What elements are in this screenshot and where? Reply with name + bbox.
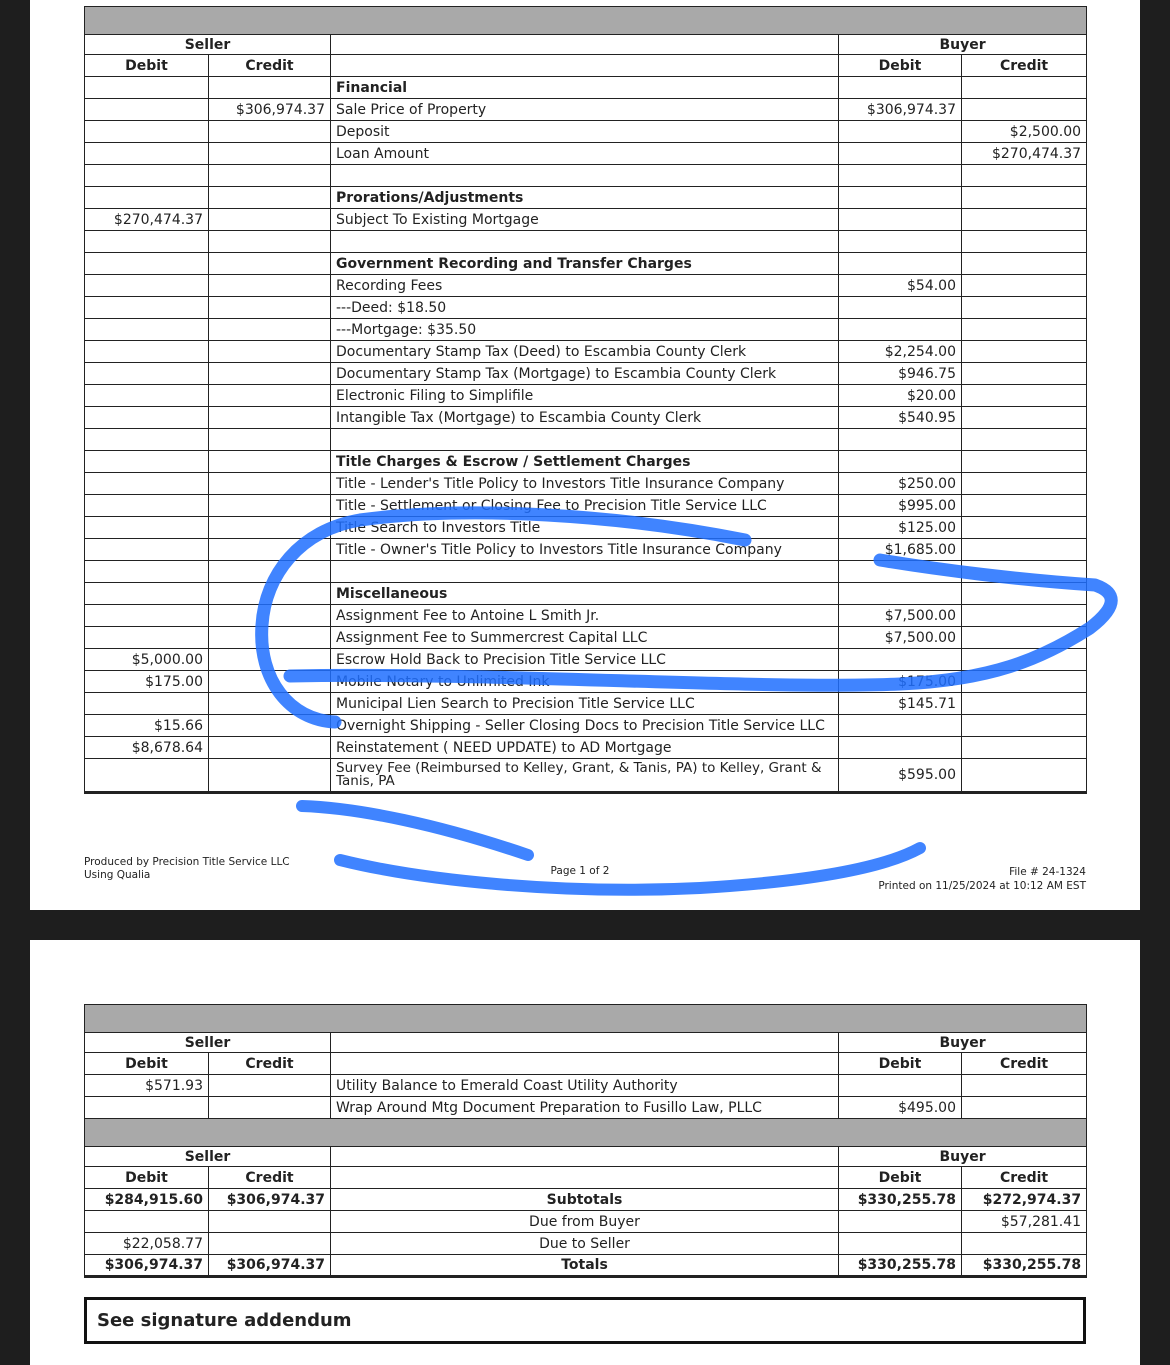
header-band [85,7,1087,35]
table-row [85,385,1087,407]
description-cell: Survey Fee (Reimbursed to Kelley, Grant, & Tanis, PA) to Kelley, Grant & Tanis, PA [331,759,839,793]
seller-credit-cell [209,363,331,385]
seller-credit-cell [209,1075,331,1097]
seller-credit-cell [209,341,331,363]
seller-header: Seller [85,35,331,55]
buyer-debit-cell: $1,685.00 [839,539,962,561]
table-row [85,561,1087,583]
buyer-debit-cell [839,165,962,187]
seller-debit-cell [85,495,209,517]
seller-debit-header: Debit [85,1053,209,1075]
buyer-debit-cell: $946.75 [839,363,962,385]
seller-debit-cell [85,143,209,165]
seller-credit-cell [209,385,331,407]
statement-page-1 [30,0,1140,910]
table-row [85,1255,1087,1277]
description-cell: Miscellaneous [331,583,839,605]
buyer-debit-cell [839,187,962,209]
seller-credit-cell: $306,974.37 [209,99,331,121]
buyer-credit-cell [962,539,1087,561]
table-row [85,77,1087,99]
description-cell: Title - Lender's Title Policy to Investors Title Insurance Company [331,473,839,495]
description-cell: Intangible Tax (Mortgage) to Escambia County Clerk [331,407,839,429]
description-cell: Title - Owner's Title Policy to Investors Title Insurance Company [331,539,839,561]
buyer-credit-cell [962,737,1087,759]
seller-debit-cell [85,1211,209,1233]
table-row [85,715,1087,737]
buyer-credit-cell [962,517,1087,539]
seller-debit-cell [85,121,209,143]
seller-debit-cell [85,407,209,429]
buyer-credit-cell [962,429,1087,451]
table-row [85,1211,1087,1233]
buyer-debit-cell [839,77,962,99]
seller-credit-cell [209,407,331,429]
buyer-credit-cell [962,1097,1087,1119]
description-cell: Financial [331,77,839,99]
table-row [85,319,1087,341]
description-cell [331,429,839,451]
seller-debit-cell [85,1097,209,1119]
buyer-debit-cell: $995.00 [839,495,962,517]
table-row [85,539,1087,561]
seller-credit-cell [209,429,331,451]
table-row [85,583,1087,605]
settlement-table-page-2 [84,1004,1087,1278]
seller-debit-header: Debit [85,55,209,77]
table-row [85,1097,1087,1119]
seller-credit-cell [209,121,331,143]
buyer-credit-cell [962,319,1087,341]
buyer-credit-cell [962,407,1087,429]
buyer-debit-cell [839,253,962,275]
party-header-row [85,35,1087,55]
totals-header-band [85,1119,1087,1147]
seller-credit-cell [209,671,331,693]
column-header-row [85,55,1087,77]
seller-debit-cell [85,605,209,627]
seller-credit-cell [209,495,331,517]
buyer-debit-cell [839,319,962,341]
buyer-debit-cell [839,429,962,451]
page-number: Page 1 of 2 [550,865,610,877]
buyer-credit-cell [962,715,1087,737]
totals-column-header-row [85,1167,1087,1189]
buyer-credit-cell [962,495,1087,517]
description-cell: Title Search to Investors Title [331,517,839,539]
totals-buyer-debit-header: Debit [839,1167,962,1189]
buyer-credit-cell [962,473,1087,495]
buyer-debit-cell: $7,500.00 [839,627,962,649]
buyer-debit-cell: $250.00 [839,473,962,495]
buyer-debit-header: Debit [839,55,962,77]
buyer-debit-cell: $125.00 [839,517,962,539]
table-row [85,165,1087,187]
seller-debit-cell [85,429,209,451]
table-row [85,517,1087,539]
signature-addendum-box: See signature addendum [84,1297,1086,1344]
description-cell: ---Mortgage: $35.50 [331,319,839,341]
buyer-credit-cell [962,209,1087,231]
table-row [85,341,1087,363]
seller-credit-cell [209,1233,331,1255]
seller-credit-cell [209,715,331,737]
description-cell: Escrow Hold Back to Precision Title Service LLC [331,649,839,671]
seller-credit-cell [209,1211,331,1233]
table-row [85,253,1087,275]
description-cell: Assignment Fee to Antoine L Smith Jr. [331,605,839,627]
buyer-credit-cell [962,165,1087,187]
seller-debit-cell [85,473,209,495]
buyer-debit-cell [839,1233,962,1255]
seller-header: Seller [85,1033,331,1053]
seller-debit-cell [85,561,209,583]
buyer-debit-cell: $145.71 [839,693,962,715]
seller-credit-cell [209,517,331,539]
description-cell: Electronic Filing to Simplifile [331,385,839,407]
description-cell: Utility Balance to Emerald Coast Utility Authority [331,1075,839,1097]
seller-debit-cell [85,99,209,121]
table-row [85,605,1087,627]
seller-credit-cell [209,649,331,671]
seller-debit-cell: $284,915.60 [85,1189,209,1211]
table-row [85,143,1087,165]
seller-debit-cell [85,319,209,341]
seller-credit-cell [209,583,331,605]
seller-credit-cell: $306,974.37 [209,1189,331,1211]
buyer-debit-cell: $7,500.00 [839,605,962,627]
buyer-debit-cell [839,1075,962,1097]
buyer-credit-cell [962,693,1087,715]
seller-debit-cell [85,385,209,407]
buyer-debit-cell: $595.00 [839,759,962,793]
seller-credit-cell [209,297,331,319]
footer-producer [84,856,290,882]
table-row [85,649,1087,671]
description-cell [331,231,839,253]
table-row [85,473,1087,495]
buyer-credit-cell [962,297,1087,319]
seller-credit-cell [209,473,331,495]
header-band [85,1005,1087,1033]
buyer-credit-cell [962,341,1087,363]
seller-debit-cell [85,187,209,209]
table-row [85,99,1087,121]
produced-by-text: Produced by Precision Title Service LLC [84,856,290,868]
description-cell: Due from Buyer [331,1211,839,1233]
totals-buyer-credit-header: Credit [962,1167,1087,1189]
seller-credit-cell [209,77,331,99]
table-row [85,693,1087,715]
table-row [85,429,1087,451]
seller-debit-cell [85,627,209,649]
buyer-debit-cell [839,649,962,671]
seller-debit-cell [85,231,209,253]
buyer-debit-cell: $330,255.78 [839,1255,962,1277]
description-cell: Totals [331,1255,839,1277]
seller-credit-cell [209,539,331,561]
seller-debit-cell: $571.93 [85,1075,209,1097]
description-cell: Prorations/Adjustments [331,187,839,209]
totals-seller-header: Seller [85,1147,331,1167]
table-row [85,451,1087,473]
description-cell: Loan Amount [331,143,839,165]
buyer-debit-cell: $540.95 [839,407,962,429]
description-cell: Title - Settlement or Closing Fee to Precision Title Service LLC [331,495,839,517]
description-cell: Overnight Shipping - Seller Closing Docs to Precision Title Service LLC [331,715,839,737]
totals-party-header-row [85,1147,1087,1167]
buyer-header: Buyer [839,35,1087,55]
statement-page-2 [30,940,1140,1365]
buyer-debit-cell [839,121,962,143]
seller-debit-cell: $22,058.77 [85,1233,209,1255]
buyer-debit-cell [839,1211,962,1233]
buyer-credit-cell [962,77,1087,99]
buyer-debit-cell [839,561,962,583]
buyer-credit-cell [962,187,1087,209]
table-row [85,363,1087,385]
totals-seller-debit-header: Debit [85,1167,209,1189]
seller-debit-cell [85,693,209,715]
buyer-debit-cell [839,297,962,319]
buyer-credit-cell [962,1233,1087,1255]
table-row [85,297,1087,319]
seller-credit-cell [209,231,331,253]
buyer-credit-cell [962,275,1087,297]
description-cell: Municipal Lien Search to Precision Title Service LLC [331,693,839,715]
buyer-debit-cell: $54.00 [839,275,962,297]
description-cell: Due to Seller [331,1233,839,1255]
seller-debit-cell: $15.66 [85,715,209,737]
buyer-debit-cell: $175.00 [839,671,962,693]
footer-file-info [878,865,1086,893]
table-row [85,407,1087,429]
description-cell: Subject To Existing Mortgage [331,209,839,231]
description-cell: Government Recording and Transfer Charges [331,253,839,275]
seller-credit-cell [209,1097,331,1119]
buyer-credit-cell [962,231,1087,253]
buyer-credit-cell [962,253,1087,275]
buyer-debit-cell: $495.00 [839,1097,962,1119]
description-cell: Assignment Fee to Summercrest Capital LLC [331,627,839,649]
seller-debit-cell [85,517,209,539]
seller-credit-header: Credit [209,55,331,77]
buyer-debit-cell [839,715,962,737]
description-cell: Title Charges & Escrow / Settlement Charges [331,451,839,473]
buyer-credit-cell: $2,500.00 [962,121,1087,143]
description-cell: Recording Fees [331,275,839,297]
seller-credit-cell [209,561,331,583]
buyer-debit-cell [839,209,962,231]
description-cell: Mobile Notary to Unlimited Ink [331,671,839,693]
seller-credit-header: Credit [209,1053,331,1075]
seller-debit-cell [85,363,209,385]
buyer-debit-cell: $330,255.78 [839,1189,962,1211]
seller-credit-cell [209,605,331,627]
table-row [85,231,1087,253]
seller-credit-cell [209,759,331,793]
seller-debit-cell [85,583,209,605]
seller-credit-cell [209,737,331,759]
description-cell [331,165,839,187]
table-row [85,209,1087,231]
seller-debit-cell [85,275,209,297]
table-row [85,759,1087,793]
party-header-row [85,1033,1087,1053]
buyer-credit-cell [962,759,1087,793]
seller-credit-cell [209,451,331,473]
buyer-credit-cell [962,1075,1087,1097]
buyer-credit-cell: $57,281.41 [962,1211,1087,1233]
buyer-debit-cell [839,451,962,473]
table-row [85,495,1087,517]
seller-debit-cell: $175.00 [85,671,209,693]
table-row [85,627,1087,649]
seller-credit-cell [209,319,331,341]
buyer-credit-header: Credit [962,55,1087,77]
buyer-credit-cell [962,649,1087,671]
seller-debit-cell [85,759,209,793]
table-row [85,671,1087,693]
table-row [85,1075,1087,1097]
buyer-credit-cell [962,605,1087,627]
buyer-debit-cell: $2,254.00 [839,341,962,363]
buyer-credit-cell: $270,474.37 [962,143,1087,165]
seller-debit-cell [85,253,209,275]
buyer-debit-cell: $20.00 [839,385,962,407]
table-row [85,121,1087,143]
buyer-debit-header: Debit [839,1053,962,1075]
seller-credit-cell [209,209,331,231]
buyer-credit-cell: $330,255.78 [962,1255,1087,1277]
description-cell: ---Deed: $18.50 [331,297,839,319]
description-cell: Reinstatement ( NEED UPDATE) to AD Mortgage [331,737,839,759]
buyer-debit-cell [839,737,962,759]
buyer-debit-cell [839,231,962,253]
buyer-header: Buyer [839,1033,1087,1053]
buyer-credit-header: Credit [962,1053,1087,1075]
seller-credit-cell [209,165,331,187]
buyer-credit-cell [962,99,1087,121]
description-cell: Documentary Stamp Tax (Mortgage) to Escambia County Clerk [331,363,839,385]
buyer-credit-cell [962,671,1087,693]
seller-debit-cell: $306,974.37 [85,1255,209,1277]
seller-credit-cell: $306,974.37 [209,1255,331,1277]
buyer-credit-cell: $272,974.37 [962,1189,1087,1211]
buyer-credit-cell [962,583,1087,605]
seller-debit-cell: $8,678.64 [85,737,209,759]
seller-debit-cell [85,77,209,99]
seller-debit-cell: $5,000.00 [85,649,209,671]
seller-credit-cell [209,275,331,297]
seller-credit-cell [209,253,331,275]
table-row [85,1233,1087,1255]
buyer-credit-cell [962,451,1087,473]
column-header-row [85,1053,1087,1075]
description-cell: Deposit [331,121,839,143]
table-row [85,187,1087,209]
buyer-credit-cell [962,561,1087,583]
buyer-debit-cell [839,143,962,165]
table-row [85,737,1087,759]
totals-buyer-header: Buyer [839,1147,1087,1167]
seller-credit-cell [209,627,331,649]
table-row [85,275,1087,297]
using-qualia-text: Using Qualia [84,869,151,881]
description-cell [331,561,839,583]
settlement-table-page-1 [84,6,1087,794]
printed-timestamp: Printed on 11/25/2024 at 10:12 AM EST [878,880,1086,892]
seller-debit-cell: $270,474.37 [85,209,209,231]
description-cell: Documentary Stamp Tax (Deed) to Escambia County Clerk [331,341,839,363]
file-number: File # 24-1324 [1009,866,1086,878]
seller-debit-cell [85,341,209,363]
seller-debit-cell [85,297,209,319]
buyer-credit-cell [962,385,1087,407]
description-cell: Sale Price of Property [331,99,839,121]
buyer-debit-cell: $306,974.37 [839,99,962,121]
seller-credit-cell [209,143,331,165]
buyer-credit-cell [962,363,1087,385]
seller-credit-cell [209,693,331,715]
description-cell: Subtotals [331,1189,839,1211]
totals-seller-credit-header: Credit [209,1167,331,1189]
table-row [85,1189,1087,1211]
seller-debit-cell [85,165,209,187]
seller-credit-cell [209,187,331,209]
seller-debit-cell [85,451,209,473]
buyer-debit-cell [839,583,962,605]
seller-debit-cell [85,539,209,561]
buyer-credit-cell [962,627,1087,649]
description-cell: Wrap Around Mtg Document Preparation to Fusillo Law, PLLC [331,1097,839,1119]
